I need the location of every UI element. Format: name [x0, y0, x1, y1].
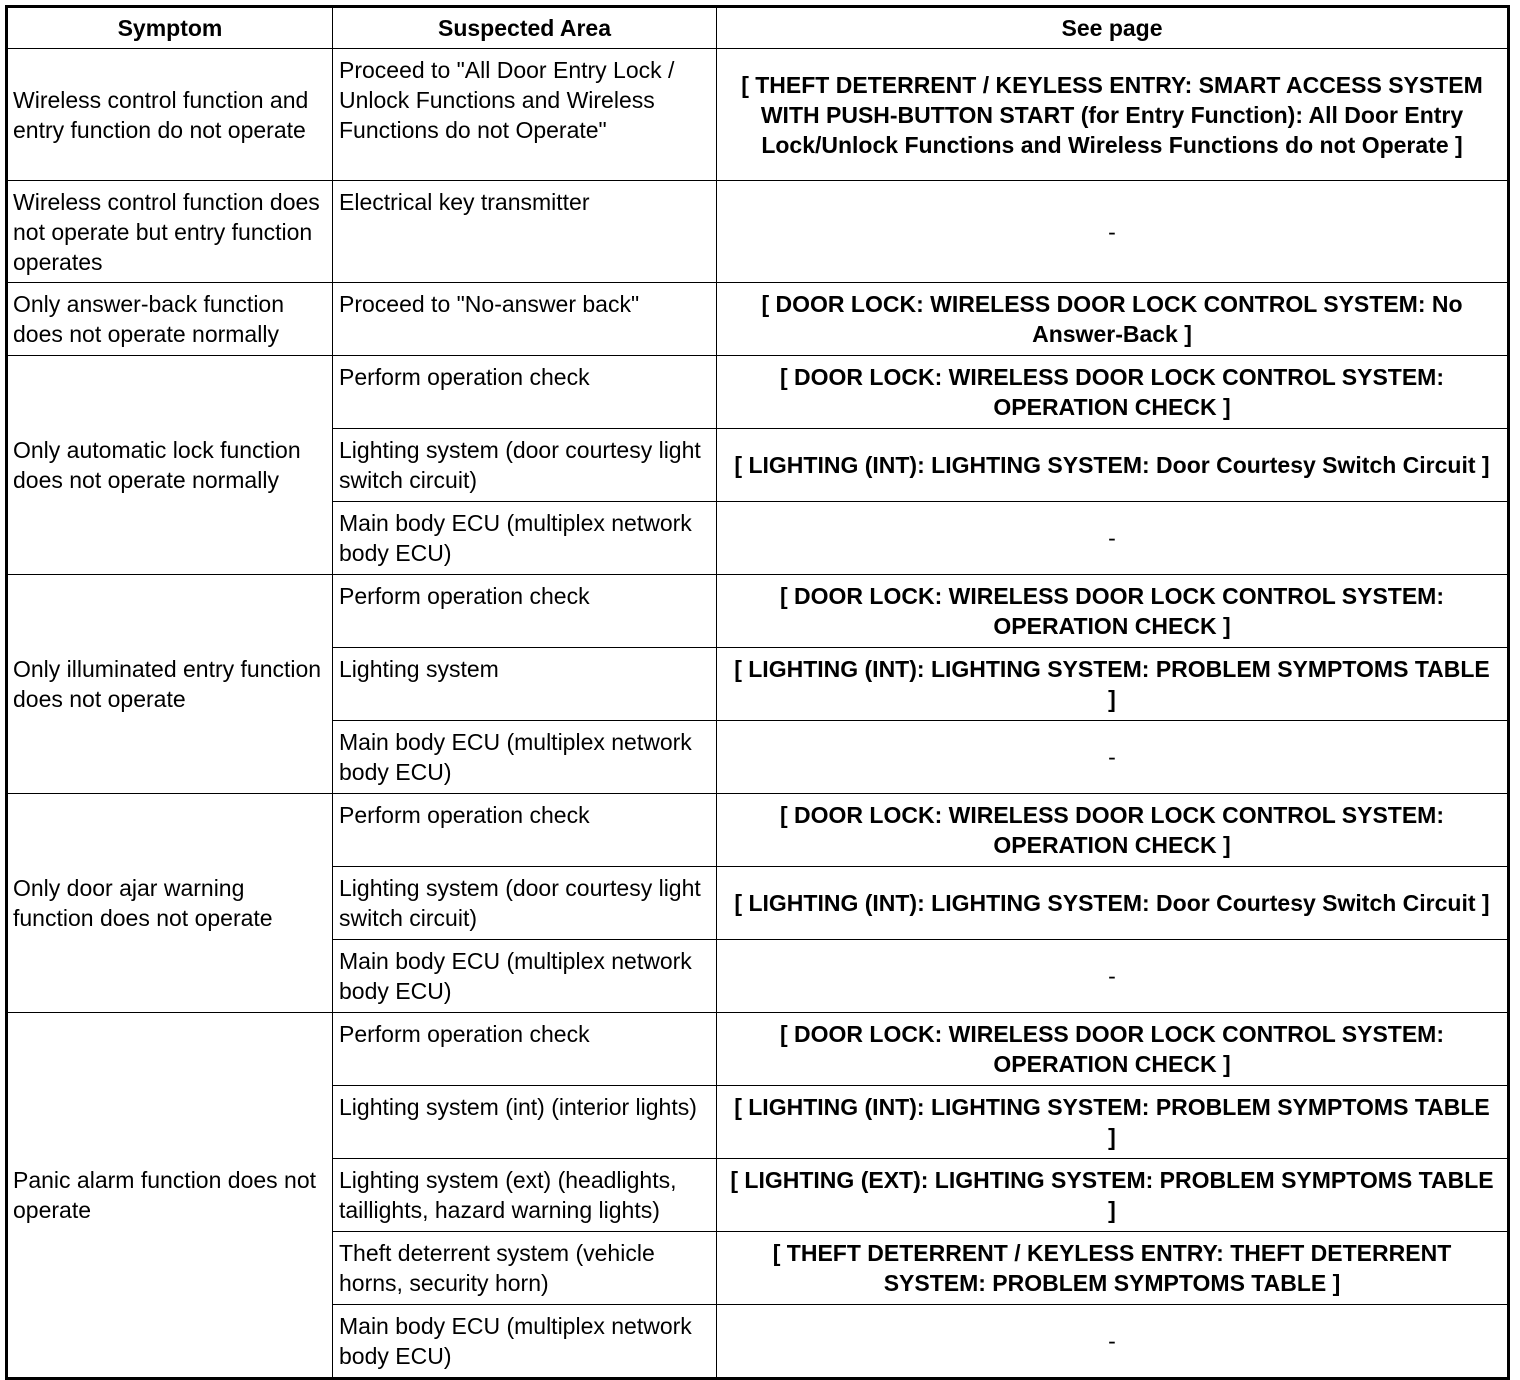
- see-page-link[interactable]: [ LIGHTING (INT): LIGHTING SYSTEM: PROBLEM SYMPTOMS TABLE ]: [717, 648, 1509, 721]
- suspected-area-cell: Lighting system (door courtesy light switch circuit): [333, 867, 717, 940]
- suspected-area-cell: Main body ECU (multiplex network body ECU): [333, 940, 717, 1013]
- table-row: [7, 283, 1509, 356]
- see-page-link[interactable]: [ DOOR LOCK: WIRELESS DOOR LOCK CONTROL SYSTEM: OPERATION CHECK ]: [717, 356, 1509, 429]
- symptom-cell: Only illuminated entry function does not operate: [7, 575, 333, 794]
- see-page-link[interactable]: [ DOOR LOCK: WIRELESS DOOR LOCK CONTROL SYSTEM: No Answer-Back ]: [717, 283, 1509, 356]
- see-page-link[interactable]: [ LIGHTING (EXT): LIGHTING SYSTEM: PROBLEM SYMPTOMS TABLE ]: [717, 1159, 1509, 1232]
- symptom-cell: Only automatic lock function does not operate normally: [7, 356, 333, 575]
- suspected-area-cell: Perform operation check: [333, 356, 717, 429]
- suspected-area-cell: Main body ECU (multiplex network body ECU): [333, 721, 717, 794]
- table-row: [7, 1013, 1509, 1086]
- suspected-area-cell: Main body ECU (multiplex network body ECU): [333, 502, 717, 575]
- suspected-area-cell: Lighting system (ext) (headlights, taillights, hazard warning lights): [333, 1159, 717, 1232]
- suspected-area-cell: Main body ECU (multiplex network body ECU): [333, 1305, 717, 1379]
- table-row: [7, 575, 1509, 648]
- table-header-row: [7, 7, 1509, 49]
- symptom-cell: Only answer-back function does not operate normally: [7, 283, 333, 356]
- header-see-page: See page: [717, 7, 1509, 49]
- suspected-area-cell: Perform operation check: [333, 1013, 717, 1086]
- see-page-link[interactable]: [ LIGHTING (INT): LIGHTING SYSTEM: Door Courtesy Switch Circuit ]: [717, 429, 1509, 502]
- table-row: [7, 794, 1509, 867]
- suspected-area-cell: Perform operation check: [333, 794, 717, 867]
- symptom-cell: Only door ajar warning function does not operate: [7, 794, 333, 1013]
- problem-symptoms-table: [5, 5, 1510, 1380]
- see-page-link[interactable]: [ LIGHTING (INT): LIGHTING SYSTEM: PROBLEM SYMPTOMS TABLE ]: [717, 1086, 1509, 1159]
- suspected-area-cell: Proceed to "No-answer back": [333, 283, 717, 356]
- header-suspected-area: Suspected Area: [333, 7, 717, 49]
- see-page-link[interactable]: [ DOOR LOCK: WIRELESS DOOR LOCK CONTROL SYSTEM: OPERATION CHECK ]: [717, 575, 1509, 648]
- see-page-empty: -: [717, 1305, 1509, 1379]
- table-row: [7, 181, 1509, 283]
- table-row: [7, 49, 1509, 181]
- see-page-link[interactable]: [ THEFT DETERRENT / KEYLESS ENTRY: SMART ACCESS SYSTEM WITH PUSH-BUTTON START (for Entry Function): All Door Entry Lock/Unlock Functions and Wireless Functions do not Operate ]: [717, 49, 1509, 181]
- symptom-cell: Wireless control function does not operate but entry function operates: [7, 181, 333, 283]
- table-row: [7, 356, 1509, 429]
- suspected-area-cell: Lighting system (int) (interior lights): [333, 1086, 717, 1159]
- suspected-area-cell: Proceed to "All Door Entry Lock / Unlock Functions and Wireless Functions do not Operate": [333, 49, 717, 181]
- see-page-empty: -: [717, 181, 1509, 283]
- header-symptom: Symptom: [7, 7, 333, 49]
- suspected-area-cell: Electrical key transmitter: [333, 181, 717, 283]
- suspected-area-cell: Lighting system (door courtesy light switch circuit): [333, 429, 717, 502]
- see-page-empty: -: [717, 721, 1509, 794]
- see-page-link[interactable]: [ THEFT DETERRENT / KEYLESS ENTRY: THEFT DETERRENT SYSTEM: PROBLEM SYMPTOMS TABLE ]: [717, 1232, 1509, 1305]
- symptom-cell: Wireless control function and entry function do not operate: [7, 49, 333, 181]
- symptom-cell: Panic alarm function does not operate: [7, 1013, 333, 1379]
- suspected-area-cell: Theft deterrent system (vehicle horns, security horn): [333, 1232, 717, 1305]
- suspected-area-cell: Lighting system: [333, 648, 717, 721]
- page-container: [5, 5, 1510, 1380]
- suspected-area-cell: Perform operation check: [333, 575, 717, 648]
- see-page-empty: -: [717, 502, 1509, 575]
- see-page-link[interactable]: [ DOOR LOCK: WIRELESS DOOR LOCK CONTROL SYSTEM: OPERATION CHECK ]: [717, 1013, 1509, 1086]
- see-page-link[interactable]: [ LIGHTING (INT): LIGHTING SYSTEM: Door Courtesy Switch Circuit ]: [717, 867, 1509, 940]
- see-page-empty: -: [717, 940, 1509, 1013]
- see-page-link[interactable]: [ DOOR LOCK: WIRELESS DOOR LOCK CONTROL SYSTEM: OPERATION CHECK ]: [717, 794, 1509, 867]
